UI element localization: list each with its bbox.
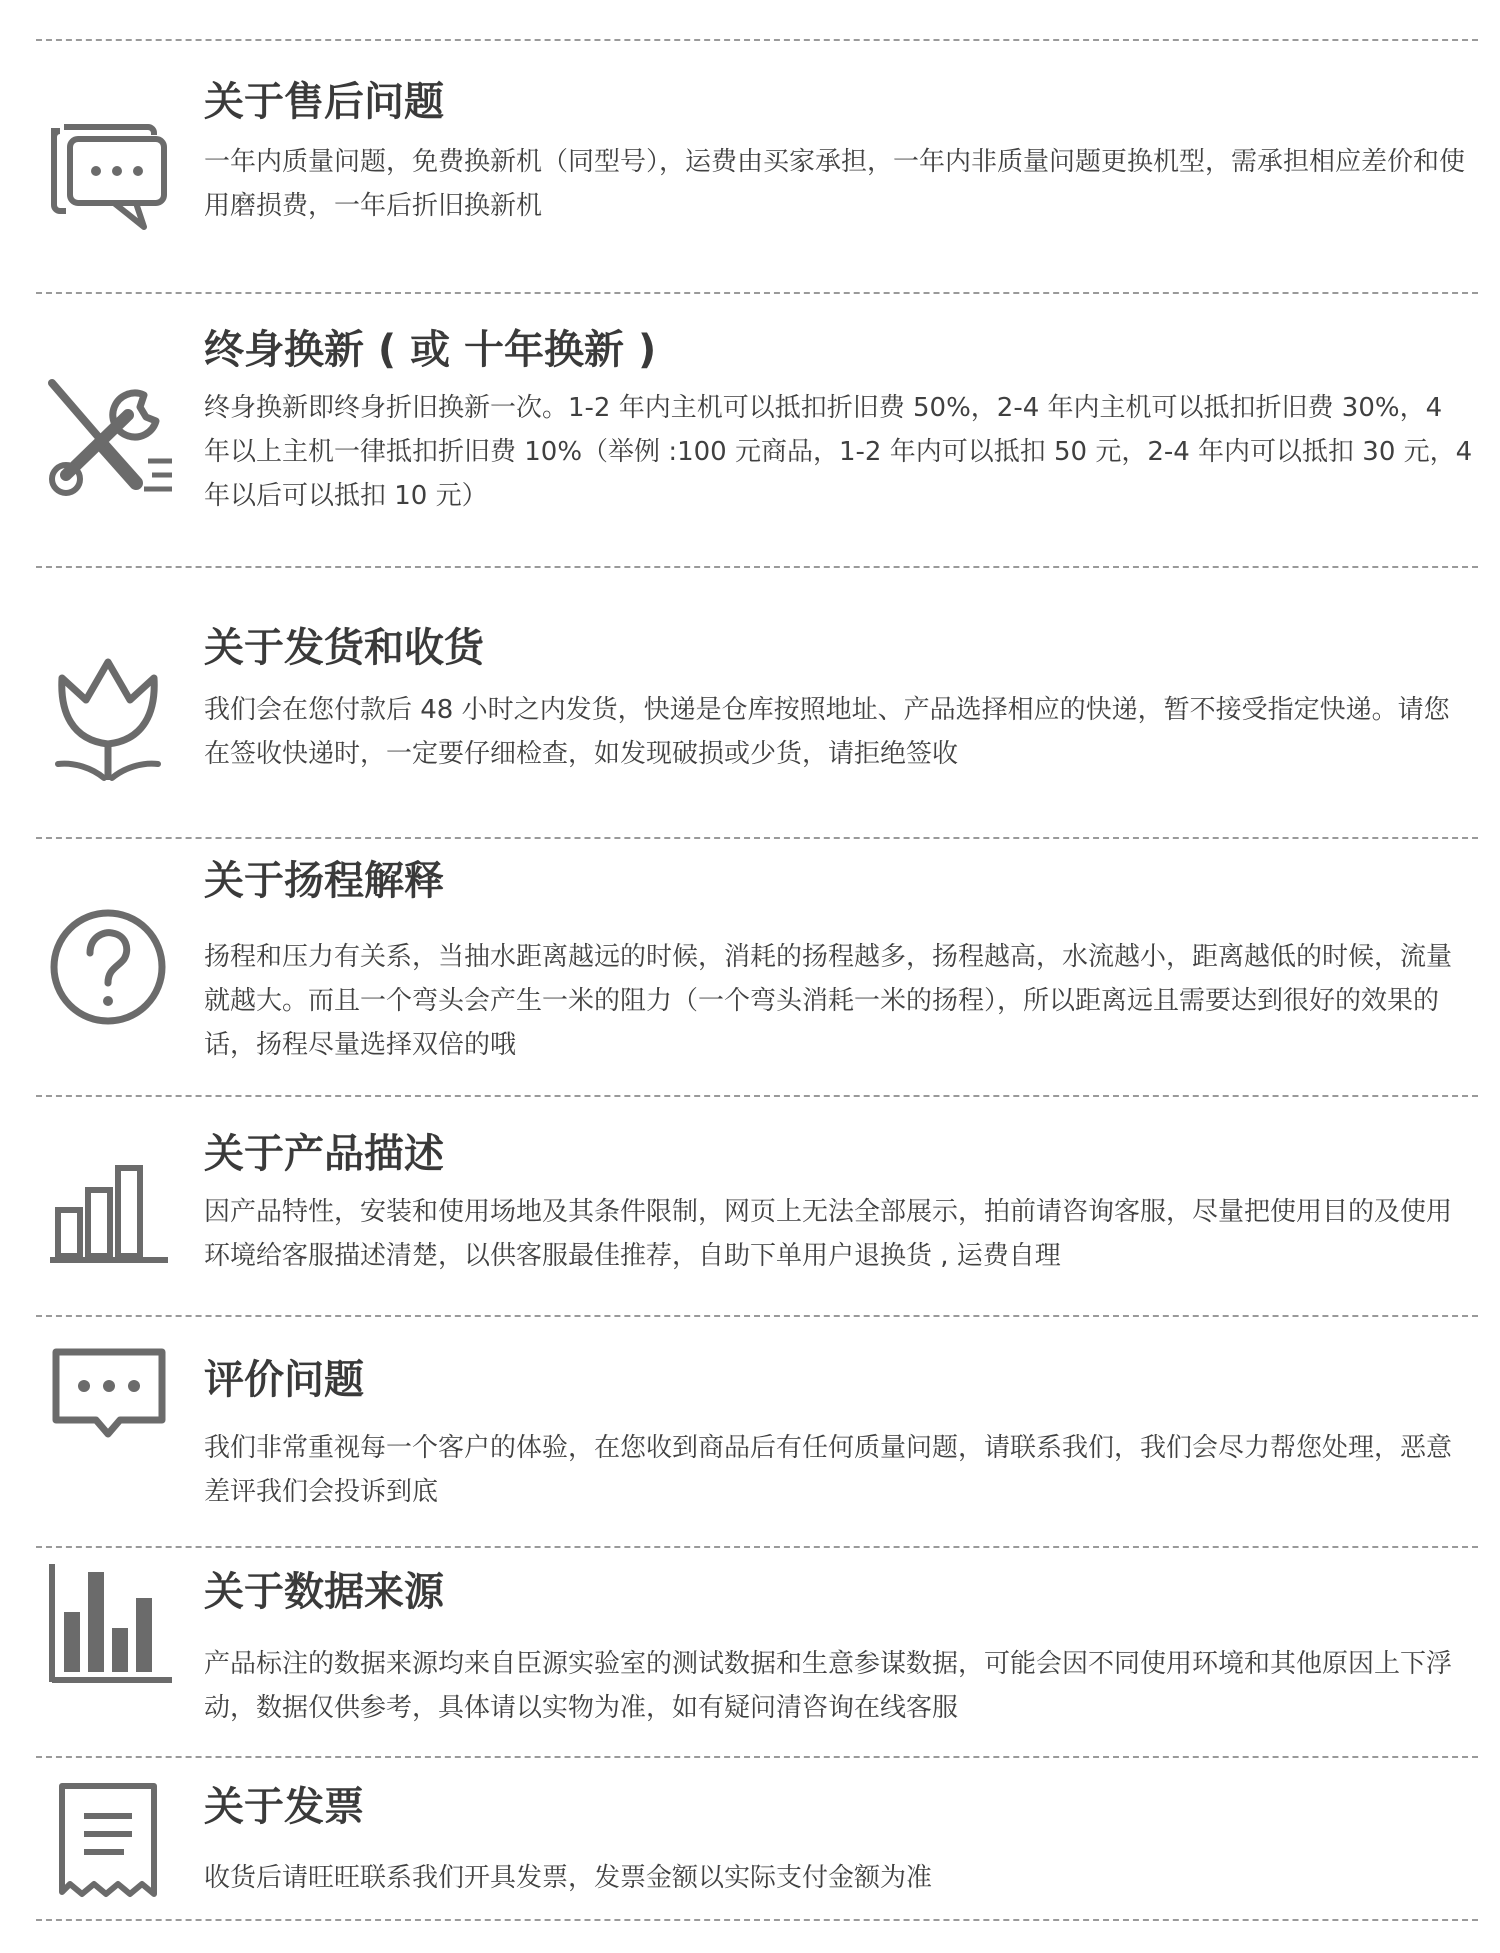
section-divider [36, 292, 1478, 294]
section-divider [36, 837, 1478, 839]
section-divider [36, 39, 1478, 41]
section-title: 关于扬程解释 [204, 858, 444, 904]
bar-chart-filled-icon [44, 1558, 174, 1688]
section-title: 关于售后问题 [204, 79, 444, 125]
section-body: 我们会在您付款后 48 小时之内发货，快递是仓库按照地址、产品选择相应的快递，暂不接受指定快递。请您在签收快递时，一定要仔细检查，如发现破损或少货，请拒绝签收 [204, 695, 1450, 769]
section-title: 关于产品描述 [204, 1131, 444, 1177]
section-body: 收货后请旺旺联系我们开具发票，发票金额以实际支付金额为准 [204, 1863, 933, 1893]
section-title: 关于发票 [204, 1784, 364, 1830]
section-divider [36, 1919, 1478, 1921]
section-divider [36, 566, 1478, 568]
section-divider [36, 1756, 1478, 1758]
section-body: 终身换新即终身折旧换新一次。1-2 年内主机可以抵扣折旧费 50%，2-4 年内主机可以抵扣折旧费 30%，4 年以上主机一律抵扣折旧费 10%（举例 :100 元商品，1-2 年内可以抵扣 50 元，2-4 年内可以抵扣 30 元，4 年以后可以抵扣 10 元） [204, 393, 1473, 511]
receipt-icon [44, 1776, 174, 1906]
section-body: 一年内质量问题，免费换新机（同型号），运费由买家承担，一年内非质量问题更换机型，需承担相应差价和使用磨损费，一年后折旧换新机 [204, 147, 1466, 221]
chat-bubbles-icon [44, 105, 174, 235]
section-body: 我们非常重视每一个客户的体验，在您收到商品后有任何质量问题，请联系我们，我们会尽力帮您处理，恶意差评我们会投诉到底 [204, 1433, 1453, 1507]
section-title: 评价问题 [204, 1357, 364, 1403]
section-divider [36, 1095, 1478, 1097]
section-title: 终身换新 ( 或 十年换新 ) [204, 327, 657, 373]
section-title: 关于发货和收货 [204, 625, 484, 671]
section-divider [36, 1546, 1478, 1548]
bar-chart-outline-icon [44, 1138, 174, 1268]
section-body: 因产品特性，安装和使用场地及其条件限制，网页上无法全部展示，拍前请咨询客服，尽量把使用目的及使用环境给客服描述清楚，以供客服最佳推荐，自助下单用户退换货 , 运费自理 [204, 1197, 1453, 1271]
tools-icon [44, 375, 174, 505]
comment-icon [44, 1326, 174, 1456]
question-circle-icon [44, 903, 174, 1033]
tulip-icon [44, 652, 174, 782]
section-divider [36, 1315, 1478, 1317]
section-title: 关于数据来源 [204, 1569, 444, 1615]
section-body: 扬程和压力有关系，当抽水距离越远的时候，消耗的扬程越多，扬程越高，水流越小，距离越低的时候，流量就越大。而且一个弯头会产生一米的阻力（一个弯头消耗一米的扬程），所以距离远且需要达到很好的效果的话，扬程尽量选择双倍的哦 [204, 942, 1453, 1060]
section-body: 产品标注的数据来源均来自臣源实验室的测试数据和生意参谋数据，可能会因不同使用环境和其他原因上下浮动，数据仅供参考，具体请以实物为准，如有疑问清咨询在线客服 [204, 1649, 1453, 1723]
